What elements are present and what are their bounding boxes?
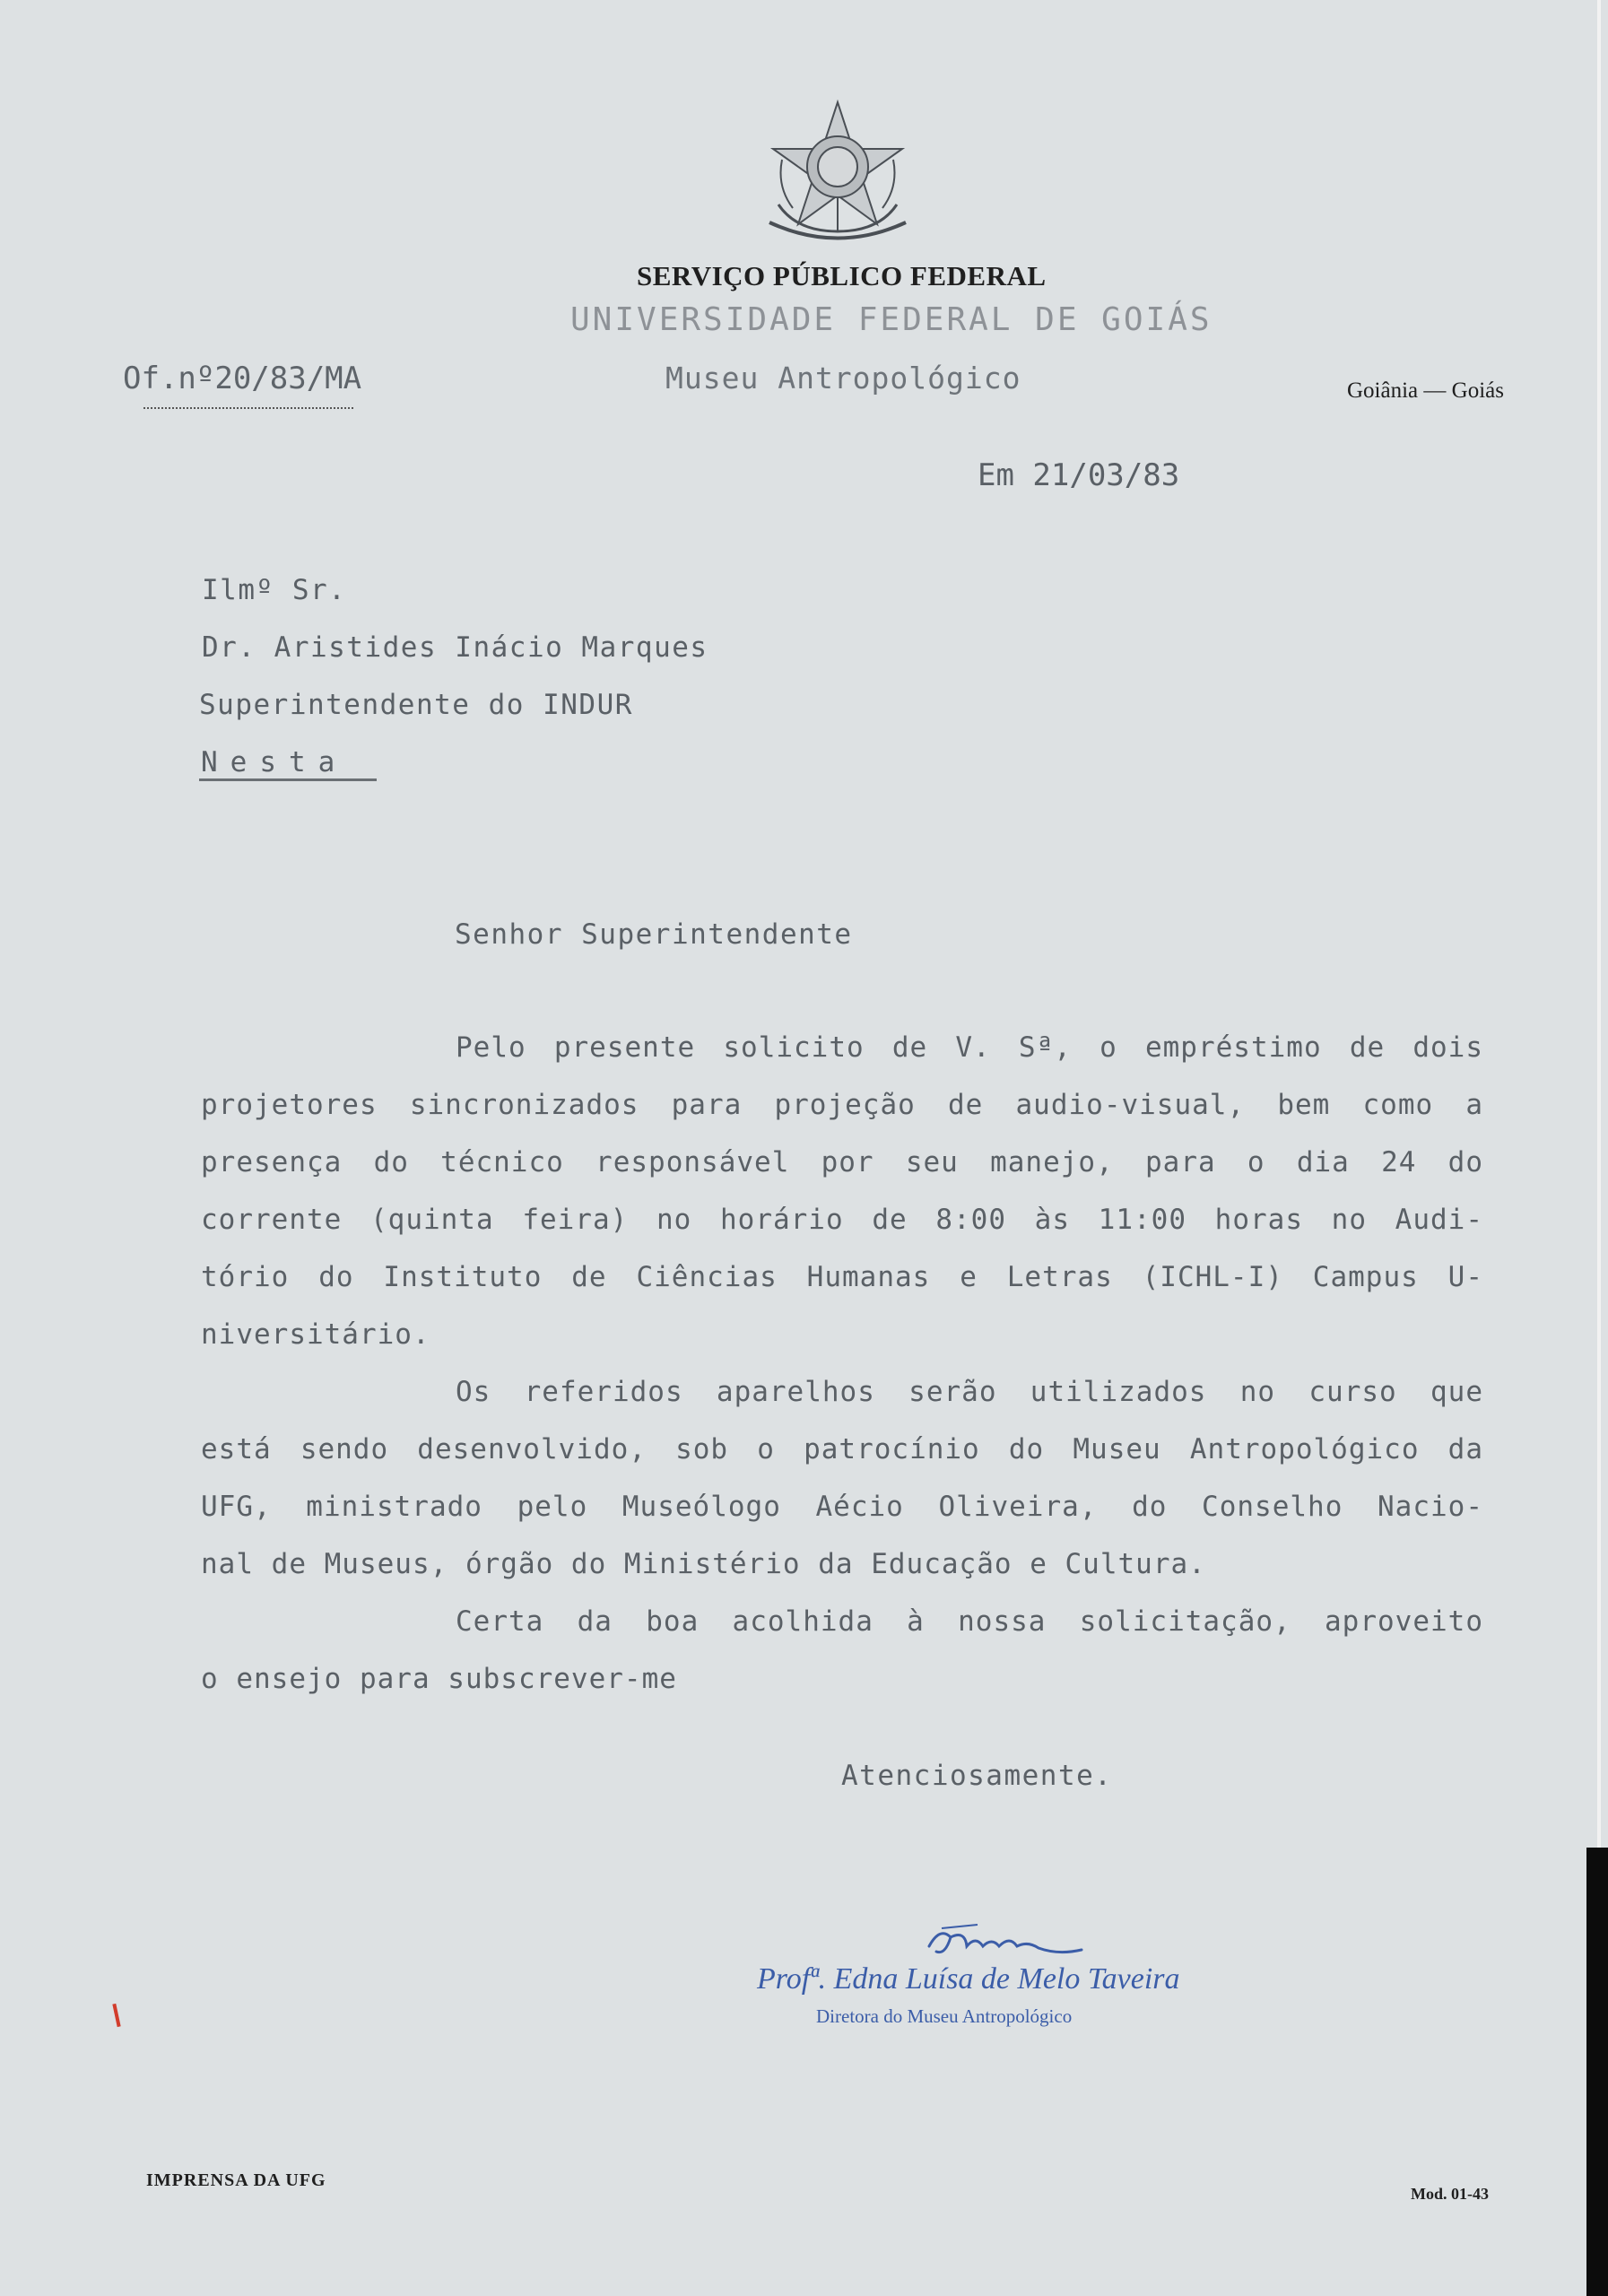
addressee-location: Nesta bbox=[201, 746, 348, 778]
red-ink-mark bbox=[112, 2004, 120, 2027]
form-code: Mod. 01-43 bbox=[1411, 2185, 1489, 2203]
body-line: está sendo desenvolvido, sob o patrocínio do Museu Antropológico da bbox=[201, 1433, 1483, 1465]
scan-edge-line bbox=[1597, 0, 1601, 1857]
closing: Atenciosamente. bbox=[841, 1760, 1113, 1792]
addressee-title: Ilmº Sr. bbox=[202, 574, 347, 606]
body-line: corrente (quinta feira) no horário de 8:00 às 11:00 horas no Audi- bbox=[201, 1204, 1483, 1236]
handwritten-signature bbox=[924, 1919, 1085, 1968]
body-line: niversitário. bbox=[201, 1318, 430, 1351]
signatory-name: Profª. Edna Luísa de Melo Taveira bbox=[757, 1962, 1180, 1996]
addressee-position: Superintendente do INDUR bbox=[199, 689, 633, 721]
header-title: SERVIÇO PÚBLICO FEDERAL bbox=[637, 260, 1047, 291]
city-label: Goiânia — Goiás bbox=[1347, 378, 1504, 403]
body-line: Pelo presente solicito de V. Sª, o empréstimo de dois bbox=[456, 1031, 1483, 1064]
addressee-location-underline bbox=[199, 778, 377, 781]
body-line: tório do Instituto de Ciências Humanas e Letras (ICHL-I) Campus U- bbox=[201, 1261, 1483, 1293]
body-line: Os referidos aparelhos serão utilizados no curso que bbox=[456, 1376, 1483, 1408]
salutation: Senhor Superintendente bbox=[455, 918, 853, 951]
body-line: projetores sincronizados para projeção de audio-visual, bem como a bbox=[201, 1089, 1483, 1121]
museum-name: Museu Antropológico bbox=[665, 361, 1021, 396]
signatory-role: Diretora do Museu Antropológico bbox=[816, 2005, 1073, 2027]
body-line: nal de Museus, órgão do Ministério da Educação e Cultura. bbox=[201, 1548, 1206, 1580]
addressee-name: Dr. Aristides Inácio Marques bbox=[202, 631, 708, 664]
reference-number: Of.nº20/83/MA bbox=[123, 361, 362, 396]
body-line: presença do técnico responsável por seu manejo, para o dia 24 do bbox=[201, 1146, 1483, 1178]
letter-date: Em 21/03/83 bbox=[978, 457, 1180, 493]
printer-imprint: IMPRENSA DA UFG bbox=[146, 2170, 326, 2190]
scan-edge-strip bbox=[1586, 1848, 1608, 2296]
university-name: UNIVERSIDADE FEDERAL DE GOIÁS bbox=[570, 301, 1213, 338]
brazil-coat-of-arms-icon bbox=[761, 97, 915, 249]
body-line: Certa da boa acolhida à nossa solicitação, aproveito bbox=[456, 1605, 1483, 1638]
body-line: o ensejo para subscrever-me bbox=[201, 1663, 677, 1695]
reference-underline bbox=[143, 407, 353, 409]
body-line: UFG, ministrado pelo Museólogo Aécio Oliveira, do Conselho Nacio- bbox=[201, 1491, 1483, 1523]
